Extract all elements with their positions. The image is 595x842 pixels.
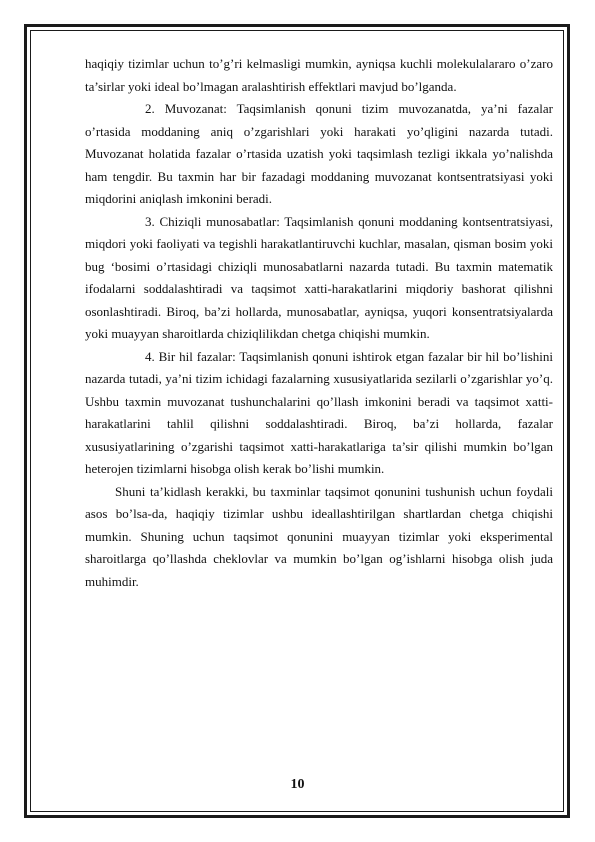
- list-item-equilibrium: [85, 98, 553, 211]
- paragraph-continuation: [85, 53, 553, 98]
- paragraph-text: Muvozanat: Taqsimlanish qonuni tizim muvozanatda, ya’ni fazalar o’rtasida moddaning aniq o’zgarishlari yoki harakati yo’qligini nazarda tutadi. Muvozanat holatida fazalar o’rtasida uzatish yoki taqsimlash tezligi ikkala yo’nalishda ham tengdir. Bu taxmin har bir fazadagi moddaning muvozanat kontsentratsiyasi yoki miqdorini aniqlash imkonini beradi.: [85, 101, 554, 206]
- list-number: 4.: [145, 348, 155, 364]
- list-item-linear-relations: [85, 211, 553, 346]
- list-item-homogeneous-phases: [85, 346, 553, 481]
- paragraph-text: Shuni ta’kidlash kerakki, bu taxminlar taqsimot qonunini tushunish uchun foydali asos bo’lsa-da, haqiqiy tizimlar ushbu ideallashtirilgan shartlardan chetga chiqishi mumkin. Shuning uchun taqsimot qonunini muayyan tizimlar yoki eksperimental sharoitlarga qo’llashda cheklovlar va mumkin bo’lgan og’ishlarni hisobga olish juda muhimdir.: [85, 483, 553, 589]
- page-number: 10: [290, 777, 305, 792]
- list-number: 2.: [145, 101, 155, 116]
- paragraph-conclusion: [85, 481, 553, 594]
- paragraph-text: Bir hil fazalar: Taqsimlanish qonuni ishtirok etgan fazalar bir hil bo’lishini nazarda tutadi, ya’ni tizim ichidagi fazalarning xususiyatlarida sezilarli o’zgarishlar yo’q. Ushbu taxmin muvozanat tushunchalarini qo’llash imkonini beradi va taqsimot xatti-harakatlarini tahlil qilishni soddalashtiradi. Biroq, ba’zi hollarda, fazalar xususiyatlarining o’zgarishi taqsimot xatti-harakatlariga ta’sir qilishi mumkin bo’lgan heterojen tizimlarni hisobga olish kerak bo’lishi mumkin.: [85, 348, 554, 476]
- paragraph-text: haqiqiy tizimlar uchun to’g’ri kelmasligi mumkin, ayniqsa kuchli molekulalararo o’zaro ta’sirlar yoki ideal bo’lmagan aralashtirish effektlari mavjud bo’lganda.: [85, 56, 553, 94]
- paragraph-text: Chiziqli munosabatlar: Taqsimlanish qonuni moddaning kontsentratsiyasi, miqdori yoki faoliyati va tegishli harakatlantiruvchi kuchlar, masalan, qisman bosim yoki bug ‘bosimi o’rtasidagi chiziqli munosabatlarni nazarda tutadi. Bu taxmin matematik ifodalarni soddalashtiradi va taqsimot xatti-harakatlarini miqdoriy bashorat qilishni osonlashtiradi. Biroq, ba’zi hollarda, munosabatlar, ayniqsa, yuqori konsentratsiyalarda yoki muayyan sharoitlarda chiziqlilikdan chetga chiqishi mumkin.: [85, 213, 553, 341]
- list-number: 3.: [145, 213, 155, 229]
- document-body: [85, 53, 553, 593]
